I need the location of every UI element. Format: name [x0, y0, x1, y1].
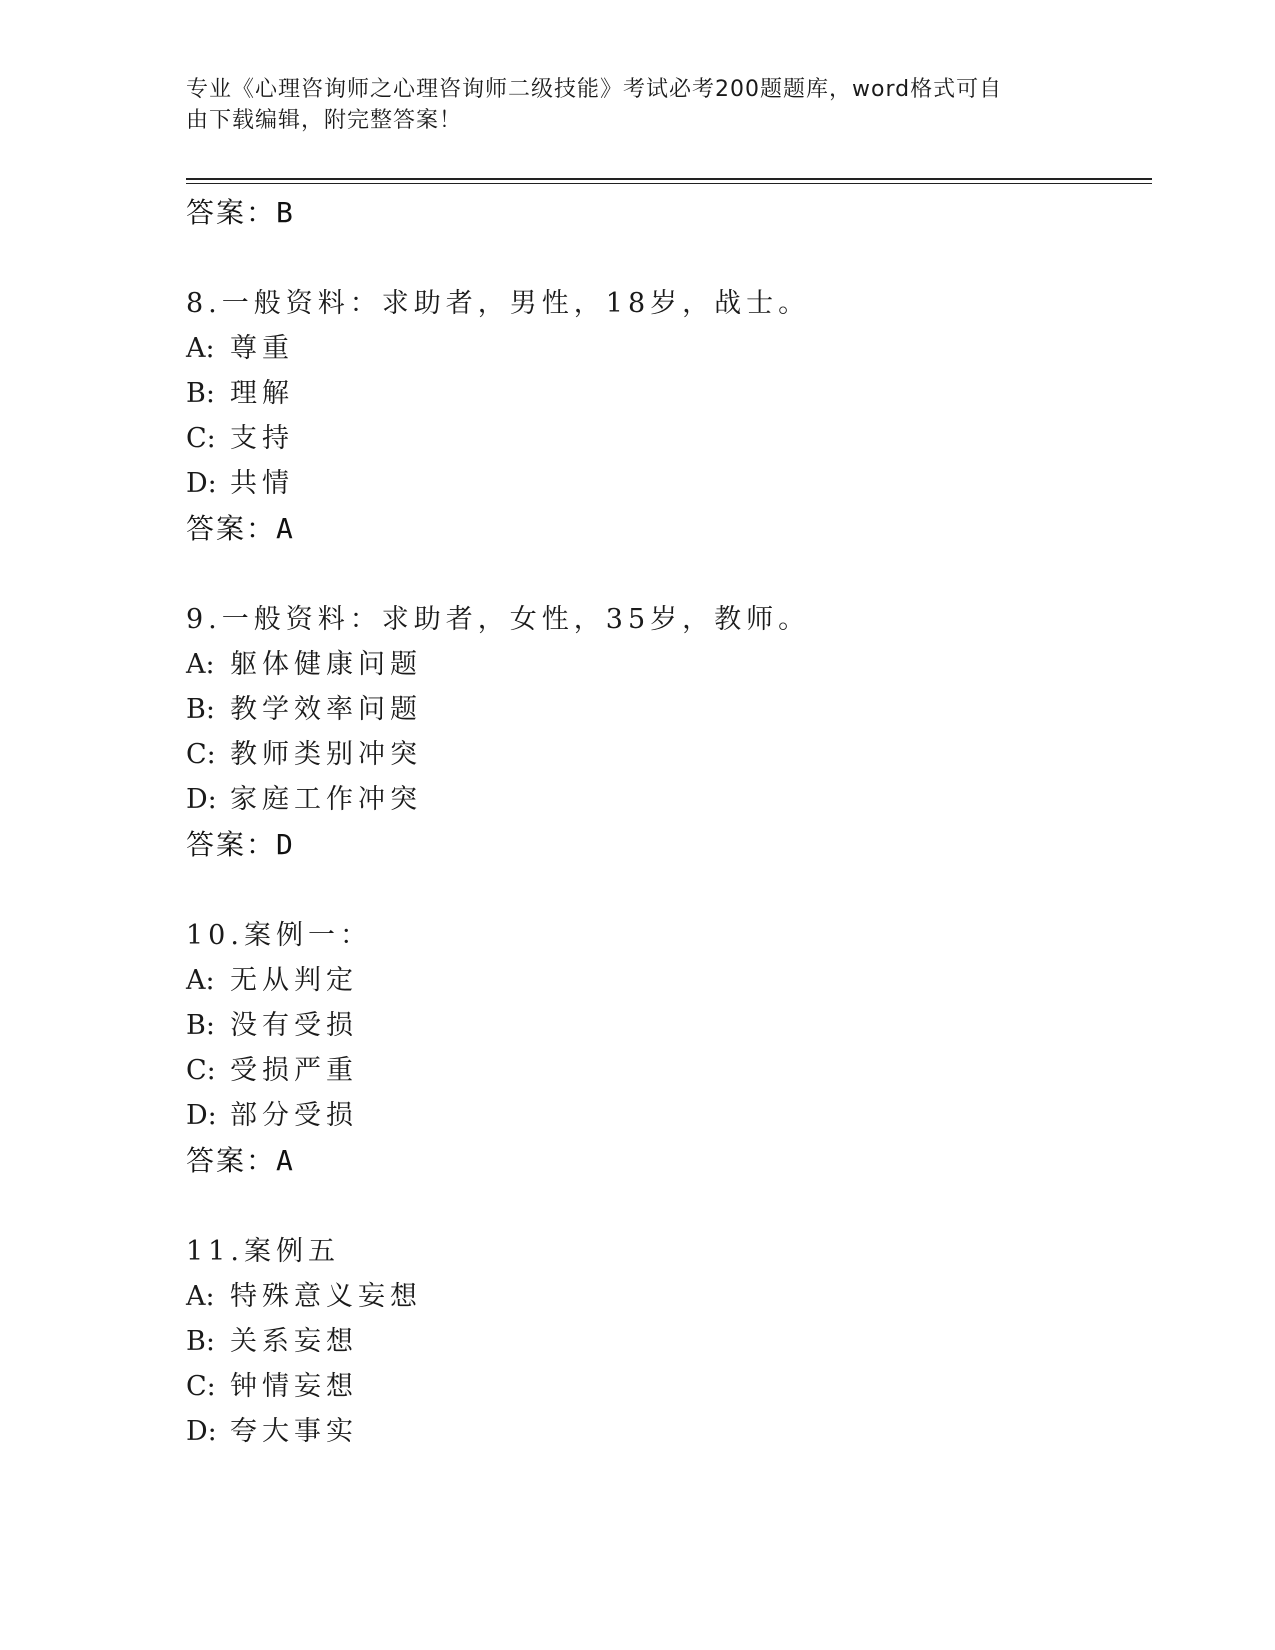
answer-option	[186, 1364, 1146, 1409]
answer-option	[186, 371, 1146, 416]
question-stem: 11.案例五	[186, 1236, 340, 1267]
option-key: D:	[186, 468, 217, 499]
option-text: 受损严重	[230, 1055, 358, 1086]
option-text: 部分受损	[230, 1100, 358, 1131]
option-text: 支持	[230, 423, 294, 454]
option-text: 尊重	[230, 333, 294, 364]
answer-value: A	[276, 1144, 293, 1177]
question-stem: 9.一般资料：求助者，女性，35岁，教师。	[186, 604, 811, 635]
question-list	[186, 190, 1146, 1454]
option-text: 特殊意义妄想	[230, 1281, 422, 1312]
header-divider-thin	[186, 183, 1152, 184]
answer-option	[186, 687, 1146, 732]
question-spacer	[186, 552, 1146, 597]
answer-label: 答案：	[186, 1144, 277, 1177]
option-text: 共情	[230, 468, 294, 499]
option-text: 无从判定	[230, 965, 358, 996]
question-spacer	[186, 236, 1146, 281]
answer-label: 答案：	[186, 828, 277, 861]
answer-option	[186, 1003, 1146, 1048]
answer-option	[186, 642, 1146, 687]
option-key: B:	[186, 1326, 215, 1357]
answer-label: 答案：	[186, 512, 277, 545]
option-key: C:	[186, 739, 216, 770]
question-spacer	[186, 868, 1146, 913]
option-key: A:	[186, 1281, 215, 1312]
option-text: 躯体健康问题	[230, 649, 422, 680]
answer-option	[186, 416, 1146, 461]
option-text: 家庭工作冲突	[230, 784, 422, 815]
header-line-2: 由下载编辑，附完整答案！	[186, 108, 463, 133]
answer-option	[186, 1319, 1146, 1364]
option-text: 夸大事实	[230, 1416, 358, 1447]
answer-value: B	[276, 196, 293, 229]
answer-line	[186, 190, 1146, 236]
header-divider-thick	[186, 178, 1152, 180]
option-key: A:	[186, 333, 215, 364]
question-spacer	[186, 1184, 1146, 1229]
answer-option	[186, 326, 1146, 371]
option-key: D:	[186, 1416, 217, 1447]
option-text: 教学效率问题	[230, 694, 422, 725]
answer-option	[186, 461, 1146, 506]
option-text: 教师类别冲突	[230, 739, 422, 770]
answer-option	[186, 1409, 1146, 1454]
option-key: D:	[186, 1100, 217, 1131]
answer-value: A	[276, 512, 293, 545]
option-key: C:	[186, 1371, 216, 1402]
document-header	[186, 74, 1066, 136]
answer-label: 答案：	[186, 196, 277, 229]
option-key: C:	[186, 1055, 216, 1086]
answer-line	[186, 1138, 1146, 1184]
option-key: B:	[186, 694, 215, 725]
option-key: D:	[186, 784, 217, 815]
answer-option	[186, 777, 1146, 822]
option-key: B:	[186, 1010, 215, 1041]
answer-option	[186, 1274, 1146, 1319]
option-text: 理解	[230, 378, 294, 409]
answer-line	[186, 822, 1146, 868]
option-key: A:	[186, 965, 215, 996]
question-stem: 10.案例一：	[186, 920, 372, 951]
answer-line	[186, 506, 1146, 552]
question-stem: 8.一般资料：求助者，男性，18岁，战士。	[186, 288, 811, 319]
answer-option	[186, 1093, 1146, 1138]
answer-value: D	[276, 828, 293, 861]
header-line-1: 专业《心理咨询师之心理咨询师二级技能》考试必考200题题库，word格式可自	[186, 77, 1003, 102]
option-key: A:	[186, 649, 215, 680]
answer-option	[186, 732, 1146, 777]
option-text: 钟情妄想	[230, 1371, 358, 1402]
option-key: C:	[186, 423, 216, 454]
answer-option	[186, 958, 1146, 1003]
option-key: B:	[186, 378, 215, 409]
answer-option	[186, 1048, 1146, 1093]
option-text: 没有受损	[230, 1010, 358, 1041]
option-text: 关系妄想	[230, 1326, 358, 1357]
